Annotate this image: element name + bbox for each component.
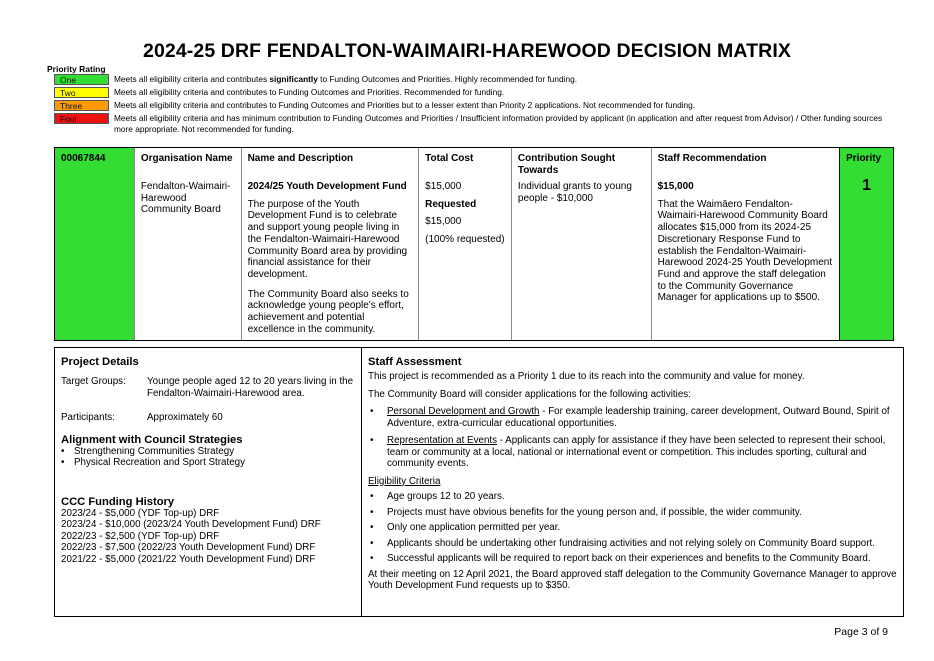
list-item: • Strengthening Communities Strategy [61, 446, 355, 458]
organisation-header: Organisation Name [140, 153, 233, 164]
assessment-closing: At their meeting on 12 April 2021, the Board approved staff delegation to the Community Governance Manager to approve Youth Development Fund requests up to $350. [368, 568, 897, 591]
list-item: • Age groups 12 to 20 years. [368, 491, 897, 503]
application-id-cell [55, 148, 134, 340]
list-item: • Projects must have obvious benefits for the young person and, if possible, the wider community. [368, 507, 897, 519]
staff-recommendation-column [651, 148, 840, 340]
name-description-column [241, 148, 419, 340]
target-groups-row [61, 376, 355, 399]
staff-assessment-heading: Staff Assessment [368, 356, 462, 368]
funding-history-item: 2022/23 - $7,500 (2022/23 Youth Development Fund) DRF [61, 542, 316, 553]
participants-row [61, 412, 355, 424]
organisation-column [134, 148, 241, 340]
assessment-intro: This project is recommended as a Priority 1 due to its reach into the community and value for money. [368, 371, 805, 382]
priority-rating-legend [54, 74, 889, 136]
staff-assessment-pane [362, 348, 903, 616]
target-groups-label: Target Groups: [61, 376, 126, 387]
legend-row [54, 87, 889, 98]
assessment-consider: The Community Board will consider applications for the following activities: [368, 388, 691, 400]
staff-recommendation-header: Staff Recommendation [657, 153, 767, 164]
application-id: 00067844 [61, 153, 106, 164]
details-panel [54, 347, 904, 617]
contribution-sought-column [511, 148, 651, 340]
list-item: • Applicants should be undertaking other fundraising activities and not relying solely on Community Board support. [368, 538, 897, 550]
priority-header: Priority [846, 153, 882, 164]
legend-swatch-four: Four [54, 113, 109, 124]
list-item: • Successful applicants will be required to report back on their experiences and benefits to the Community Board. [368, 553, 897, 565]
funding-history-item: 2021/22 - $5,000 (2021/22 Youth Development Fund) DRF [61, 553, 316, 565]
legend-text: Meets all eligibility criteria and contributes to Funding Outcomes and Priorities. Recommended for funding. [114, 87, 505, 97]
participants-value: Approximately 60 [147, 412, 223, 423]
name-description-header: Name and Description [247, 153, 354, 164]
application-table [54, 147, 894, 341]
eligibility-heading: Eligibility Criteria [368, 475, 441, 487]
legend-row [54, 100, 889, 111]
recommendation-text: That the Waimāero Fendalton-Waimairi-Harewood Community Board allocates $15,000 from its 2024-25 Discretionary Response Fund to establish the Fendalton-Waimairi-Harewood 2024-25 Youth Development Fund and approve the staff delegation to the Community Governance Manager for applications up to $500. [657, 198, 833, 304]
project-description-extra: The Community Board also seeks to acknowledge young people's effort, achievement and potential excellence in the community. [247, 288, 409, 335]
list-item: • Only one application permitted per year. [368, 522, 897, 534]
project-details-heading: Project Details [61, 356, 139, 368]
list-item: • Physical Recreation and Sport Strategy [61, 457, 355, 469]
legend-swatch-three: Three [54, 100, 109, 111]
list-item: • Representation at Events - Applicants can apply for assistance if they have been selected to represent their school, team or community at a local, national or international event or competition. This includes sporting, cultural and community events. [368, 435, 897, 470]
legend-text: Meets all eligibility criteria and contributes significantly to Funding Outcomes and Priorities. Highly recommended for funding. [114, 74, 578, 84]
contribution-sought-value: Individual grants to young people - $10,000 [517, 181, 632, 204]
project-name: 2024/25 Youth Development Fund [247, 181, 407, 192]
priority-value: 1 [862, 177, 871, 194]
funding-history-item: 2023/24 - $5,000 (YDF Top-up) DRF [61, 507, 220, 519]
requested-label: Requested [425, 198, 477, 210]
legend-swatch-two: Two [54, 87, 109, 98]
list-item: • Personal Development and Growth - For example leadership training, career development, Outward Bound, Spirit of Adventure, extra-curricular educational opportunities. [368, 406, 897, 429]
priority-column [839, 148, 893, 340]
page-number: Page 3 of 9 [834, 626, 888, 638]
target-groups-value: Younge people aged 12 to 20 years living in the Fendalton-Waimairi-Harewood area. [147, 376, 354, 399]
strategies-list [61, 446, 355, 469]
project-description: The purpose of the Youth Development Fund is to celebrate and support young people living in the Fendalton-Waimairi-Harewood Community Board area by providing financial assistance for their development. [247, 198, 408, 280]
funding-history-item: 2022/23 - $2,500 (YDF Top-up) DRF [61, 530, 220, 542]
requested-percentage: (100% requested) [425, 234, 505, 246]
requested-amount: $15,000 [425, 216, 462, 228]
funding-history-item: 2023/24 - $10,000 (2023/24 Youth Development Fund) DRF [61, 519, 321, 530]
priority-rating-heading: Priority Rating [47, 64, 106, 74]
recommendation-amount: $15,000 [657, 181, 694, 192]
legend-row [54, 113, 889, 134]
total-cost-header: Total Cost [425, 153, 474, 164]
legend-text: Meets all eligibility criteria and contributes to Funding Outcomes and Priorities but to a lesser extent than Priority 2 applications. Not recommended for funding. [114, 100, 696, 110]
organisation-name: Fendalton-Waimairi-Harewood Community Board [140, 181, 231, 216]
funding-history-heading: CCC Funding History [61, 495, 175, 508]
total-cost-value: $15,000 [425, 181, 462, 192]
project-details-pane [55, 348, 362, 616]
total-cost-column [418, 148, 511, 340]
eligibility-list [368, 491, 897, 565]
activities-list [368, 406, 897, 470]
contribution-sought-header: Contribution Sought Towards [517, 153, 616, 176]
alignment-heading: Alignment with Council Strategies [61, 433, 243, 446]
legend-swatch-one: One [54, 74, 109, 85]
participants-label: Participants: [61, 412, 115, 423]
legend-row [54, 74, 889, 85]
page-title: 2024-25 DRF FENDALTON-WAIMAIRI-HAREWOOD DECISION MATRIX [143, 40, 791, 62]
legend-text: Meets all eligibility criteria and has minimum contribution to Funding Outcomes and Priorities / Insufficient information provided by applicant (in application and after request from Advisor) / Other funding sources more appropriate. Not recommended for funding. [114, 113, 883, 134]
